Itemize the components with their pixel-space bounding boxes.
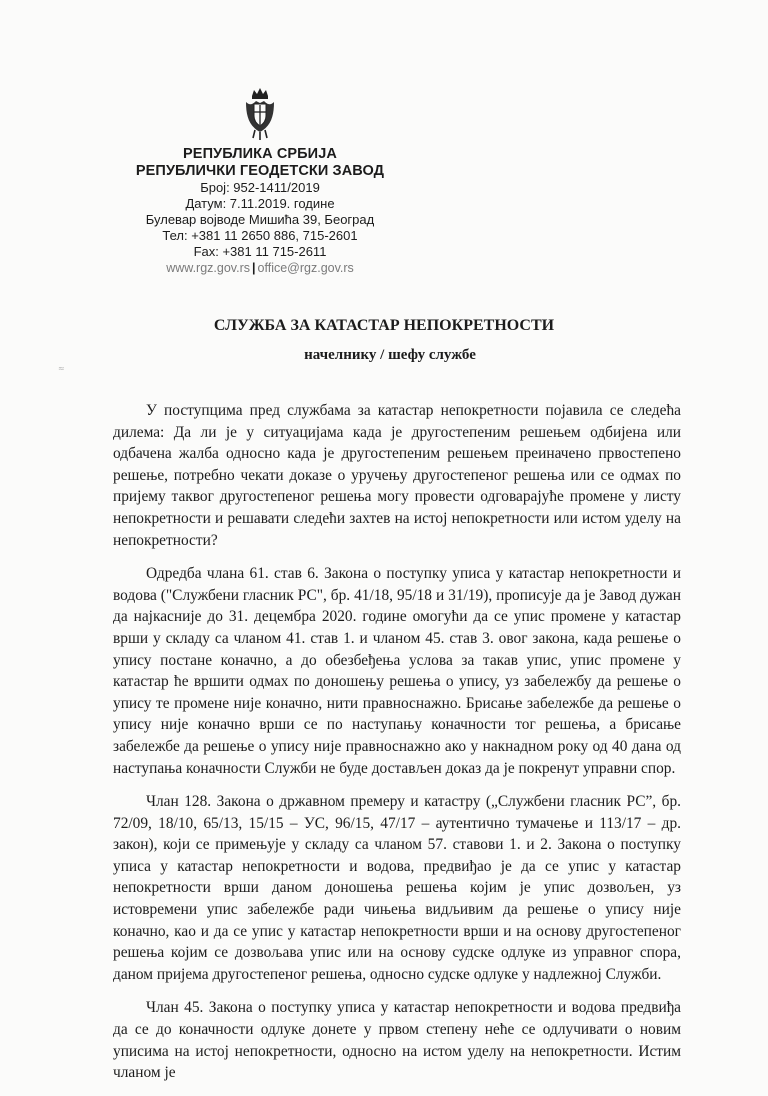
paragraph-3: Члан 128. Закона о државном премеру и катастру („Службени гласник РС”, бр. 72/09, 18/10, 65/13, 15/15 – УС, 96/15, 47/17 – аутентично тумачење и 113/17 – др. закон), који се примењује у складу са чланом 57. ставови 1. и 2. Закона о поступку уписа у катастар непокретности и водова, предвиђао је да се упис у катастар непокретности врши даном доношења решења којим је упис дозвољен, уз истовремени упис забележбе ради чињења видљивим да решење о упису није коначно, као и да се упис у катастар непокретности врши и на основу другостепеног решења којим се дозвољава упис или на основу судске одлуке из управног спора, даном пријема другостепеног решења, односно судске одлуке у надлежној Служби. <box>113 793 681 983</box>
document-body <box>113 400 681 1096</box>
document-number: Број: 952-1411/2019 <box>200 180 320 195</box>
coat-of-arms-icon <box>243 86 277 142</box>
margin-mark: ≈ <box>58 364 65 373</box>
fax: Fax: +381 11 715-2611 <box>193 244 327 259</box>
institution-name: РЕПУБЛИЧКИ ГЕОДЕТСКИ ЗАВОД <box>135 163 385 179</box>
address: Булевар војводе Мишића 39, Београд <box>145 212 375 227</box>
email-link[interactable]: office@rgz.gov.rs <box>257 261 354 275</box>
addressee-heading: СЛУЖБА ЗА КАТАСТАР НЕПОКРЕТНОСТИ <box>213 317 555 334</box>
paragraph-1: У поступцима пред службама за катастар непокретности појавила се следећа дилема: Да ли је у ситуацијама када је другостепеним решењем одбијена или одбачена жалба односно када је другостепеним решењем преиначено првостепено решење, потребно чекати доказе о уручењу другостепеног решења или се одмах по пријему таквог другостепеног решења могу провести одговарајуће промене у листу непокретности и решавати следећи захтев на истој непокретности или истом уделу на непокретности? <box>113 402 681 549</box>
addressee-subheading: начелнику / шефу службе <box>304 347 476 363</box>
phone: Тел: +381 11 2650 886, 715-2601 <box>162 228 358 243</box>
paragraph-4: Члан 45. Закона о поступку уписа у катастар непокретности и водова предвиђа да се до коначности одлуке донете у првом степену неће се одлучивати о новим уписима на истој непокретности, односно на истом уделу на непокретности. Истим чланом је <box>113 999 681 1082</box>
document-date: Датум: 7.11.2019. године <box>185 196 335 211</box>
contact-separator: | <box>252 261 256 275</box>
paragraph-2: Одредба члана 61. став 6. Закона о поступку уписа у катастар непокретности и водова ("Службени гласник РС", бр. 41/18, 95/18 и 31/19), прописује да је Завод дужан да најкасније до 31. децембра 2020. године омогући да се упис промене у катастар врши у складу са чланом 41. став 1. и чланом 45. став 3. овог закона, када решење о упису постане коначно, а до обезбеђења услова за такав упис, упис промене у катастар ће вршити одмах по доношењу решења о упису, уз забележбу да решење о упису те промене није коначно, нити правноснажно. Брисање забележбе да решење о упису није коначно врши се по наступању коначности тог решења, а брисање забележбе да решење о упису није правноснажно ако у накнадном року од 40 дана од наступања коначности Служби не буде достављен доказ да је покренут управни спор. <box>113 565 681 777</box>
letterhead <box>120 86 400 276</box>
contact-web <box>120 260 400 276</box>
country-name: РЕПУБЛИКА СРБИЈА <box>183 146 337 162</box>
website-link[interactable]: www.rgz.gov.rs <box>166 261 251 275</box>
